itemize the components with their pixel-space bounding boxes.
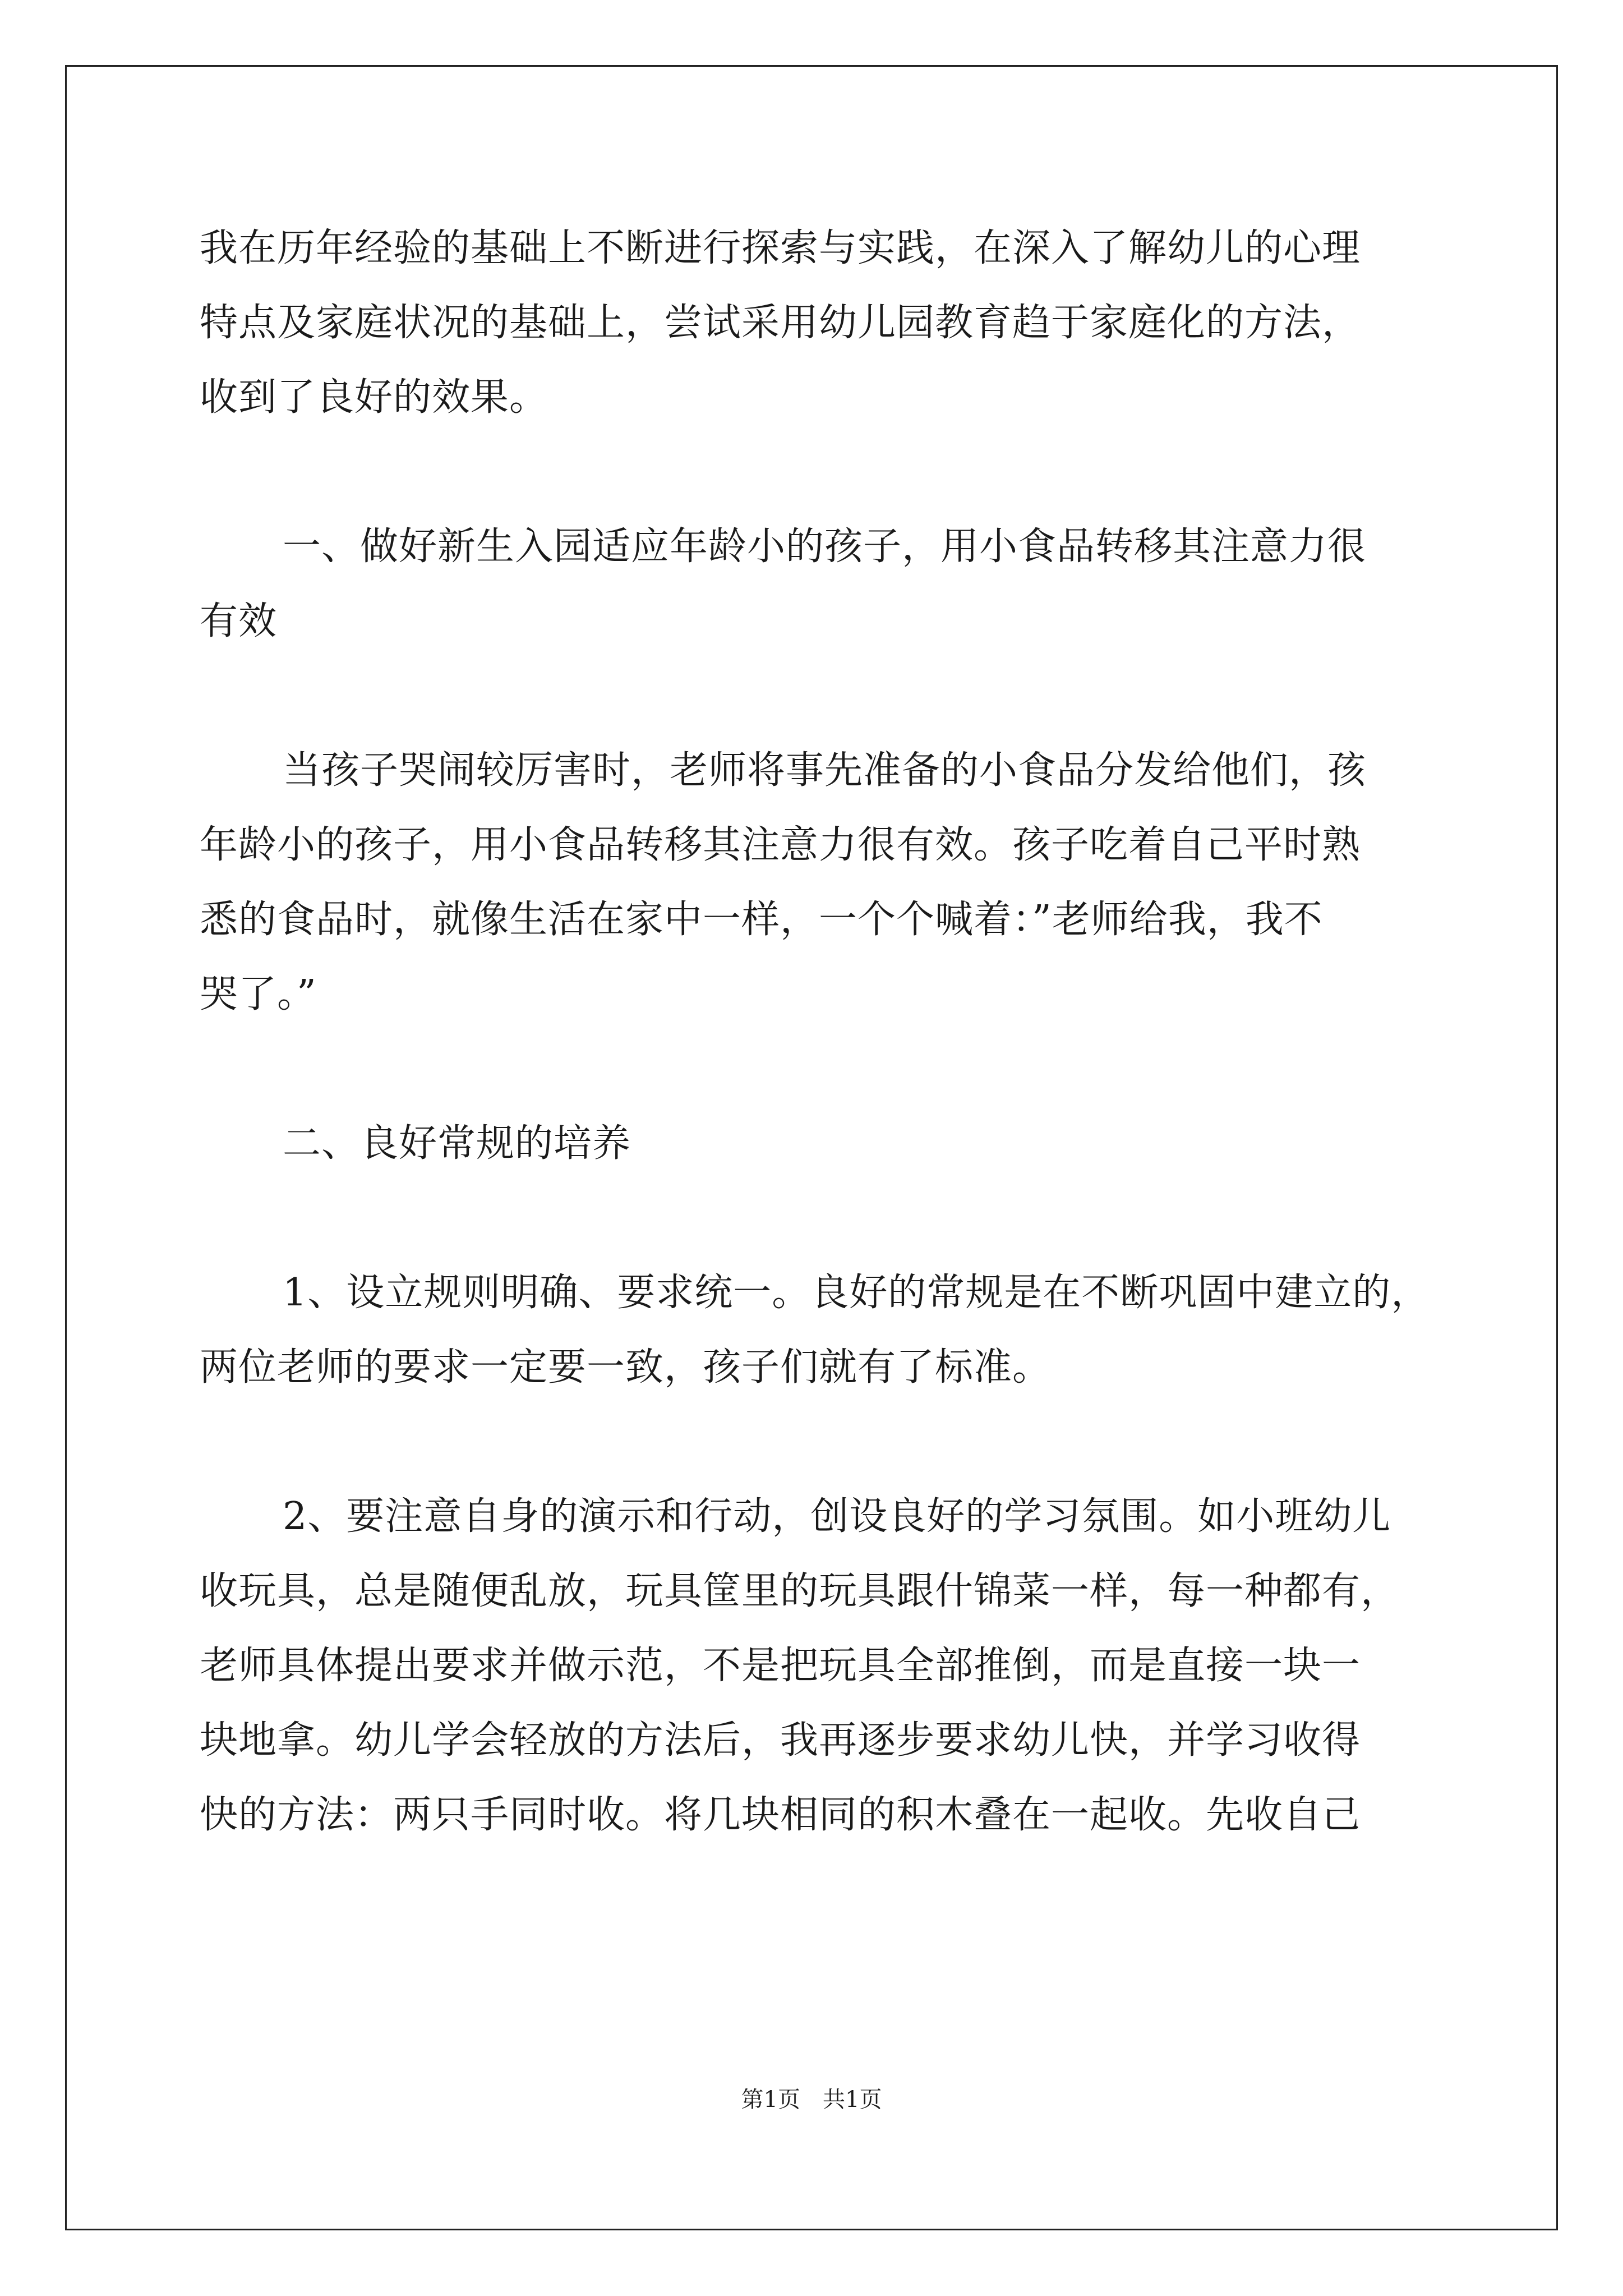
text-line: 哭了。” [200,972,317,1016]
text-line: 我在历年经验的基础上不断进行探索与实践，在深入了解幼儿的心理 [200,226,1361,270]
text-line: 特点及家庭状况的基础上，尝试采用幼儿园教育趋于家庭化的方法， [200,301,1361,345]
text-line: 悉的食品时，就像生活在家中一样，一个个喊着：”老师给我，我不 [200,898,1323,942]
text-line: 2、要注意自身的演示和行动，创设良好的学习氛围。如小班幼儿 [283,1494,1391,1539]
text-line: 年龄小的孩子，用小食品转移其注意力很有效。孩子吃着自己平时熟 [200,823,1361,867]
paragraph-section-1 [200,733,1422,1032]
text-line: 快的方法：两只手同时收。将几块相同的积木叠在一起收。先收自己 [200,1793,1361,1837]
text-line: 1、设立规则明确、要求统一。良好的常规是在不断巩固中建立的， [283,1271,1430,1315]
text-line: 当孩子哭闹较厉害时，老师将事先准备的小食品分发给他们，孩 [283,748,1367,793]
text-line: 两位老师的要求一定要一致，孩子们就有了标准。 [200,1345,1052,1389]
paragraph-intro [200,211,1422,435]
section-heading-2 [200,1106,1422,1181]
document-body [200,211,1430,1852]
list-item-2 [200,1479,1422,1852]
list-item-1 [200,1255,1430,1405]
text-line: 收到了良好的效果。 [200,375,548,420]
text-line: 有效 [200,599,278,643]
page-total: 共1页 [823,2087,882,2113]
text-line: 二、良好常规的培养 [283,1121,631,1166]
page-number: 第1页 [741,2087,800,2113]
text-line: 一、做好新生入园适应年龄小的孩子，用小食品转移其注意力很 [283,524,1367,569]
page-footer [0,2086,1623,2114]
section-heading-1 [200,509,1422,659]
text-line: 老师具体提出要求并做示范，不是把玩具全部推倒，而是直接一块一 [200,1644,1361,1688]
text-line: 块地拿。幼儿学会轻放的方法后，我再逐步要求幼儿快，并学习收得 [200,1718,1361,1763]
text-line: 收玩具，总是随便乱放，玩具筐里的玩具跟什锦菜一样，每一种都有， [200,1569,1400,1613]
